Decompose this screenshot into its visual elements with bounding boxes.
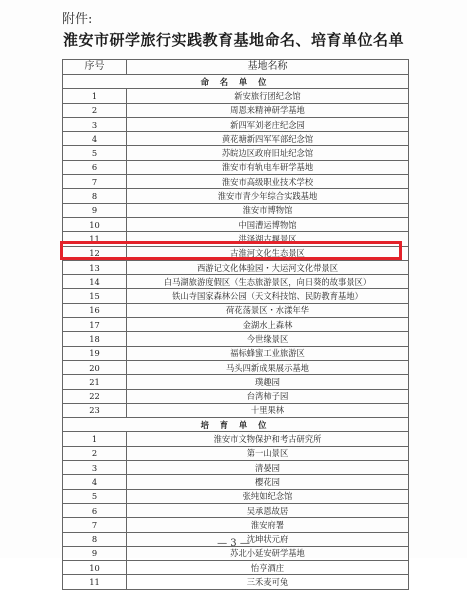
table-row — [63, 146, 409, 160]
row-number-cell: 7 — [63, 175, 127, 189]
row-number-cell: 14 — [63, 275, 127, 289]
base-name-cell: 白马湖旅游度假区（生态旅游景区，向日葵的故事景区） — [127, 275, 409, 289]
row-number-cell: 23 — [63, 403, 127, 417]
table-row — [63, 360, 409, 374]
base-list-table — [62, 59, 409, 590]
base-name-cell: 淮安市青少年综合实践基地 — [127, 189, 409, 203]
row-number-cell: 2 — [63, 446, 127, 460]
table-row — [63, 346, 409, 360]
row-number-cell: 3 — [63, 117, 127, 131]
row-number-cell: 10 — [63, 217, 127, 231]
row-number-cell: 11 — [63, 232, 127, 246]
table-row — [63, 89, 409, 103]
base-name-cell: 十里果林 — [127, 403, 409, 417]
highlight-box-row-14 — [60, 241, 402, 260]
table-row — [63, 217, 409, 231]
row-number-cell: 16 — [63, 303, 127, 317]
table-row — [63, 375, 409, 389]
base-name-cell: 璞趣园 — [127, 375, 409, 389]
table-header-row — [63, 60, 409, 75]
table-row — [63, 103, 409, 117]
base-name-cell: 古淮河文化生态景区 — [127, 246, 409, 260]
table-row — [63, 275, 409, 289]
row-number-cell: 19 — [63, 346, 127, 360]
row-number-cell: 1 — [63, 89, 127, 103]
row-number-cell: 6 — [63, 160, 127, 174]
table-row — [63, 403, 409, 417]
row-number-cell: 20 — [63, 360, 127, 374]
base-name-cell: 淮安府署 — [127, 518, 409, 532]
row-number-cell: 4 — [63, 475, 127, 489]
table-row — [63, 175, 409, 189]
row-number-cell: 13 — [63, 260, 127, 274]
row-number-cell: 18 — [63, 332, 127, 346]
table-row — [63, 132, 409, 146]
base-name-cell: 张纯如纪念馆 — [127, 489, 409, 503]
table-row — [63, 461, 409, 475]
table-row — [63, 203, 409, 217]
row-number-cell: 10 — [63, 561, 127, 575]
base-name-cell: 怡亨酒庄 — [127, 561, 409, 575]
base-name-cell: 福标蜂蜜工业旅游区 — [127, 346, 409, 360]
base-name-cell: 黄花塘新四军军部纪念馆 — [127, 132, 409, 146]
base-name-cell: 周恩来精神研学基地 — [127, 103, 409, 117]
base-name-cell: 淮安市博物馆 — [127, 203, 409, 217]
row-number-cell: 8 — [63, 532, 127, 546]
table-row — [63, 260, 409, 274]
table-row — [63, 303, 409, 317]
base-name-cell: 台湾柿子园 — [127, 389, 409, 403]
table-row — [63, 332, 409, 346]
base-name-cell: 淮安市有轨电车研学基地 — [127, 160, 409, 174]
base-name-cell: 沈坤状元府 — [127, 532, 409, 546]
table-row — [63, 475, 409, 489]
section-label: 培 育 单 位 — [63, 418, 409, 432]
section-label: 命 名 单 位 — [63, 75, 409, 89]
table-row — [63, 561, 409, 575]
base-name-cell: 西游记文化体验园・大运河文化带景区 — [127, 260, 409, 274]
base-name-cell: 金湖水上森林 — [127, 318, 409, 332]
table-row — [63, 389, 409, 403]
base-name-cell: 苏皖边区政府旧址纪念馆 — [127, 146, 409, 160]
table-row — [63, 289, 409, 303]
row-number-cell: 9 — [63, 203, 127, 217]
row-number-cell: 22 — [63, 389, 127, 403]
row-number-cell: 12 — [63, 246, 127, 260]
base-name-cell: 中国漕运博物馆 — [127, 217, 409, 231]
base-name-cell: 苏北小延安研学基地 — [127, 546, 409, 560]
row-number-cell: 9 — [63, 546, 127, 560]
column-header-number: 序号 — [63, 60, 127, 75]
base-name-cell: 今世缘景区 — [127, 332, 409, 346]
row-number-cell: 8 — [63, 189, 127, 203]
base-name-cell: 吴承恩故居 — [127, 503, 409, 517]
table-row — [63, 318, 409, 332]
row-number-cell: 4 — [63, 132, 127, 146]
table-row — [63, 189, 409, 203]
base-name-cell: 第一山景区 — [127, 446, 409, 460]
row-number-cell: 1 — [63, 432, 127, 446]
row-number-cell: 15 — [63, 289, 127, 303]
section-row — [63, 418, 409, 432]
table-row — [63, 518, 409, 532]
row-number-cell: 3 — [63, 461, 127, 475]
table-row — [63, 503, 409, 517]
row-number-cell: 11 — [63, 575, 127, 589]
base-name-cell: 新安旅行团纪念馆 — [127, 89, 409, 103]
page-title: 淮安市研学旅行实践教育基地命名、培育单位名单 — [62, 31, 404, 49]
table-row — [63, 117, 409, 131]
table-row — [63, 489, 409, 503]
base-name-cell: 新四军刘老庄纪念园 — [127, 117, 409, 131]
column-header-name: 基地名称 — [127, 60, 409, 75]
row-number-cell: 21 — [63, 375, 127, 389]
base-name-cell: 马头四新成果展示基地 — [127, 360, 409, 374]
row-number-cell: 7 — [63, 518, 127, 532]
row-number-cell: 6 — [63, 503, 127, 517]
attachment-label: 附件: — [62, 12, 93, 27]
table-row — [63, 575, 409, 589]
row-number-cell: 5 — [63, 489, 127, 503]
table-row — [63, 432, 409, 446]
base-name-cell: 淮安市文物保护和考古研究所 — [127, 432, 409, 446]
base-name-cell: 清晏园 — [127, 461, 409, 475]
row-number-cell: 2 — [63, 103, 127, 117]
base-name-cell: 洪泽湖古堰景区 — [127, 232, 409, 246]
section-row — [63, 75, 409, 89]
row-number-cell: 5 — [63, 146, 127, 160]
base-name-cell: 铁山寺国家森林公园（天文科技馆、民防教育基地） — [127, 289, 409, 303]
table-row — [63, 446, 409, 460]
base-name-cell: 樱花园 — [127, 475, 409, 489]
base-name-cell: 三禾麦可兔 — [127, 575, 409, 589]
page-number: — 3 — — [217, 538, 250, 549]
row-number-cell: 17 — [63, 318, 127, 332]
base-name-cell: 淮安市高级职业技术学校 — [127, 175, 409, 189]
table-row — [63, 160, 409, 174]
base-name-cell: 荷花荡景区・水漾年华 — [127, 303, 409, 317]
